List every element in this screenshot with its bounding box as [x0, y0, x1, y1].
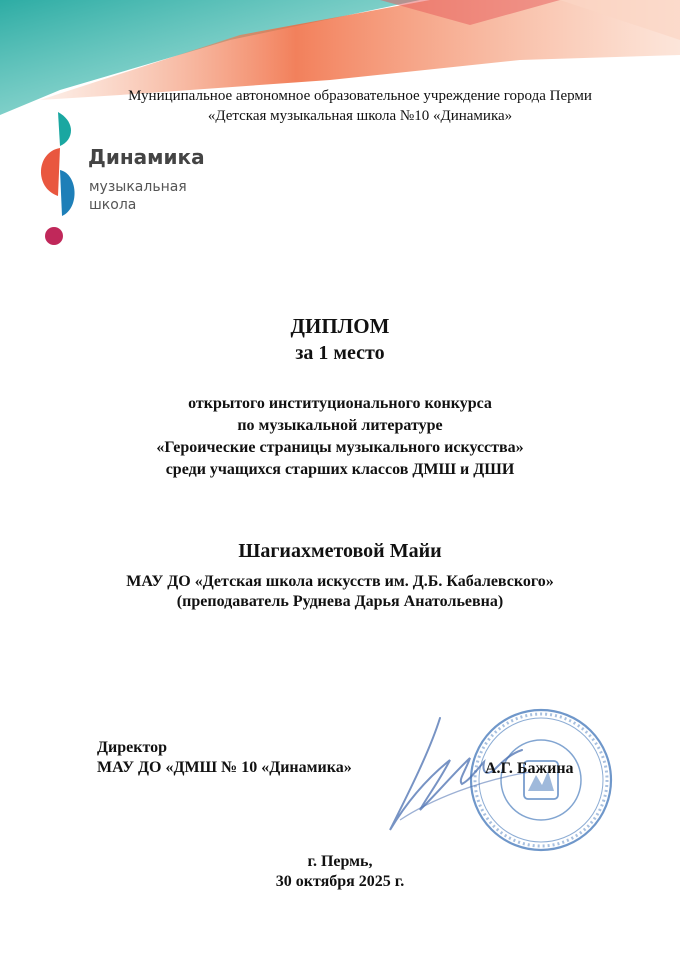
director-title: Директор	[97, 739, 167, 756]
contest-desc-line: «Героические страницы музыкального искусства»	[156, 439, 524, 456]
director-signature	[370, 710, 540, 850]
teacher-line: (преподаватель Руднева Дарья Анатольевна)	[176, 593, 504, 610]
school-line: МАУ ДО «Детская школа искусств им. Д.Б. Кабалевского»	[126, 573, 554, 590]
institution-name-line2: «Детская музыкальная школа №10 «Динамика»	[207, 108, 513, 124]
logo-subtitle	[89, 178, 187, 214]
contest-desc-line: открытого институционального конкурса	[188, 395, 492, 412]
logo-teal-shape	[58, 112, 71, 146]
contest-description	[40, 393, 640, 481]
logo-coral-shape	[41, 148, 60, 196]
director-organization: МАУ ДО «ДМШ № 10 «Динамика»	[97, 759, 352, 776]
place-and-date	[40, 852, 640, 892]
diploma-place: за 1 место	[295, 342, 385, 364]
logo-subtitle-line2: школа	[89, 197, 137, 213]
institution-name-line1: Муниципальное автономное образовательное учреждение города Перми	[128, 88, 592, 104]
director-name: А.Г. Бажина	[485, 760, 574, 777]
logo-subtitle-line1: музыкальная	[89, 179, 187, 195]
contest-desc-line: по музыкальной литературе	[237, 417, 443, 434]
diploma-title: ДИПЛОМ	[290, 314, 390, 338]
city: г. Пермь,	[307, 853, 373, 870]
issue-date: 30 октября 2025 г.	[275, 873, 405, 890]
contest-desc-line: среди учащихся старших классов ДМШ и ДШИ	[165, 461, 515, 478]
logo-dot	[45, 227, 63, 245]
recipient-school	[40, 572, 640, 612]
logo-title: Динамика	[88, 145, 205, 169]
director-position	[97, 738, 352, 778]
logo-blue-shape	[60, 170, 75, 216]
recipient-name: Шагиахметовой Майи	[238, 540, 442, 562]
